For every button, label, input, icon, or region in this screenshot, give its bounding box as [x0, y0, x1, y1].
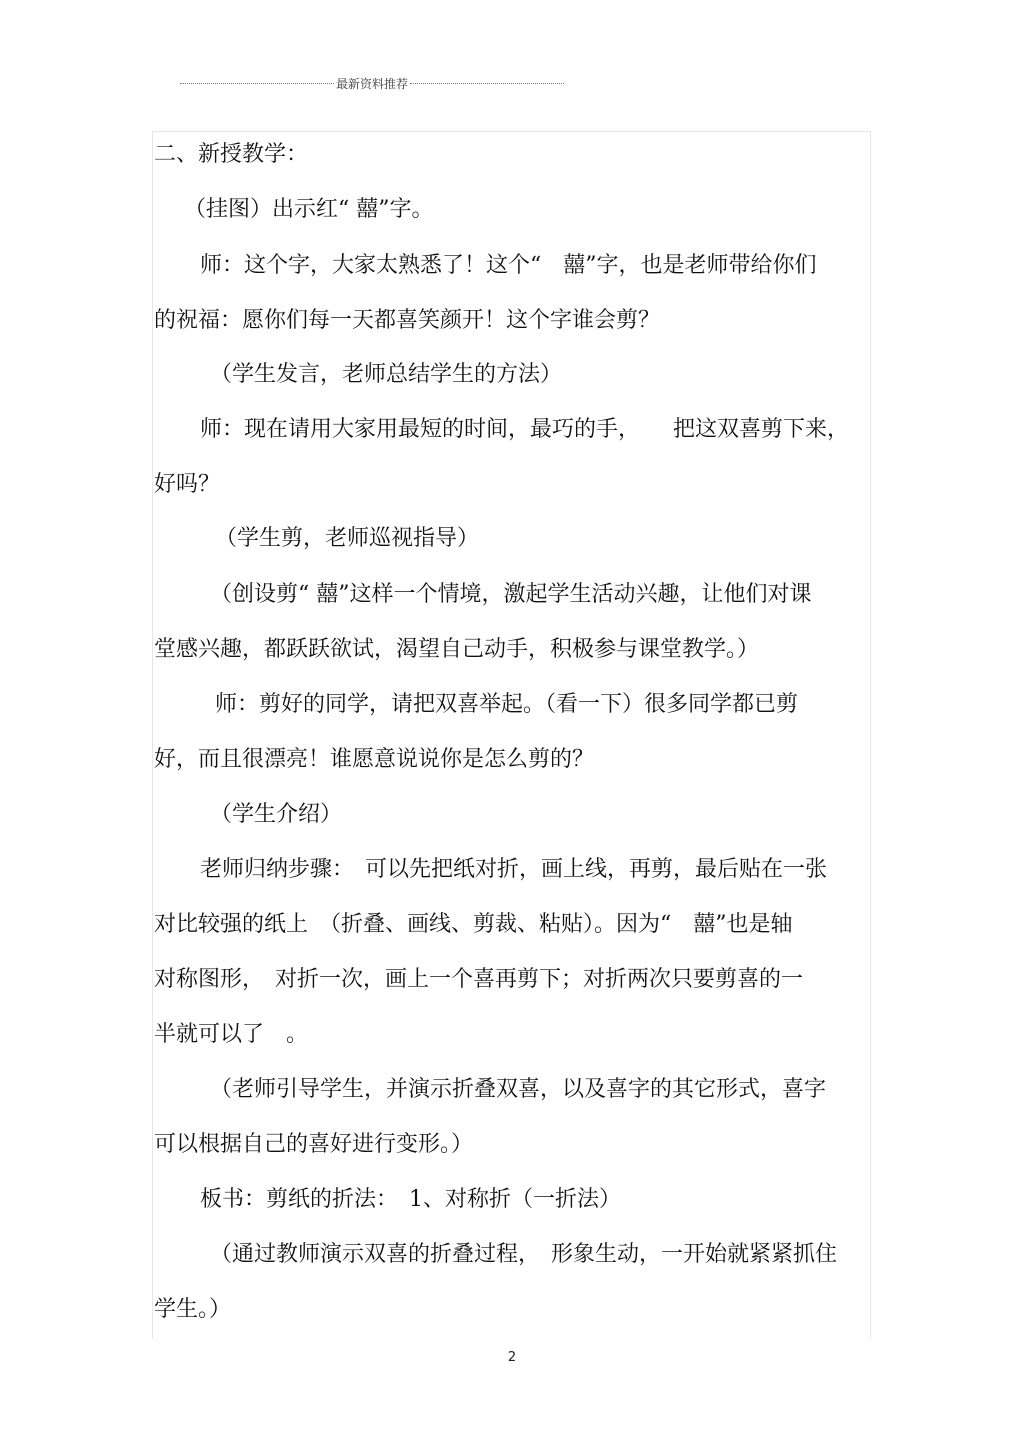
paragraph-line: 对比较强的纸上 （折叠、画线、剪裁、粘贴）。因为“ 囍”也是轴 [154, 912, 793, 937]
paragraph-line: 对称图形， 对折一次，画上一个喜再剪下；对折两次只要剪喜的一 [154, 967, 804, 992]
paragraph-line: （创设剪“ 囍”这样一个情境，激起学生活动兴趣，让他们对课 [210, 582, 812, 607]
paragraph-line: 好，而且很漂亮！谁愿意说说你是怎么剪的？ [154, 747, 595, 772]
paragraph-line: （学生发言，老师总结学生的方法） [210, 362, 563, 387]
page-number: 2 [507, 1350, 517, 1365]
paragraph-line: 师：现在请用大家用最短的时间，最巧的手， 把这双喜剪下来， [200, 417, 850, 442]
paragraph-line: （老师引导学生，并演示折叠双喜，以及喜字的其它形式，喜字 [210, 1077, 827, 1102]
section-heading: 二、新授教学： [154, 142, 309, 167]
paragraph-line: 堂感兴趣，都跃跃欲试，渴望自己动手，积极参与课堂教学。） [154, 637, 760, 662]
header-dotted-rule-left [180, 83, 334, 84]
paragraph-line: 师：这个字，大家太熟悉了！这个“ 囍”字，也是老师带给你们 [200, 253, 817, 278]
paragraph-line: （学生剪，老师巡视指导） [215, 526, 480, 551]
paragraph-line: 的祝福：愿你们每一天都喜笑颜开！这个字谁会剪？ [154, 308, 661, 333]
paragraph-line: 老师归纳步骤： 可以先把纸对折，画上线，再剪，最后贴在一张 [200, 857, 828, 882]
paragraph-line: 师：剪好的同学，请把双喜举起。（看一下）很多同学都已剪 [215, 692, 799, 717]
page-header [180, 74, 564, 92]
header-dotted-rule-right [410, 83, 564, 84]
header-title: 最新资料推荐 [336, 76, 409, 91]
paragraph-line: 好吗？ [154, 472, 221, 497]
paragraph-line: （学生介绍） [210, 802, 343, 827]
paragraph-line: （通过教师演示双喜的折叠过程， 形象生动，一开始就紧紧抓住 [210, 1242, 838, 1267]
paragraph-line: 可以根据自己的喜好进行变形。） [154, 1132, 474, 1157]
paragraph-line: 学生。） [154, 1297, 232, 1322]
paragraph-line: （挂图）出示红“ 囍”字。 [184, 197, 434, 222]
paragraph-line: 半就可以了 。 [154, 1022, 309, 1047]
paragraph-line: 板书：剪纸的折法： 1、对称折（一折法） [200, 1187, 621, 1212]
